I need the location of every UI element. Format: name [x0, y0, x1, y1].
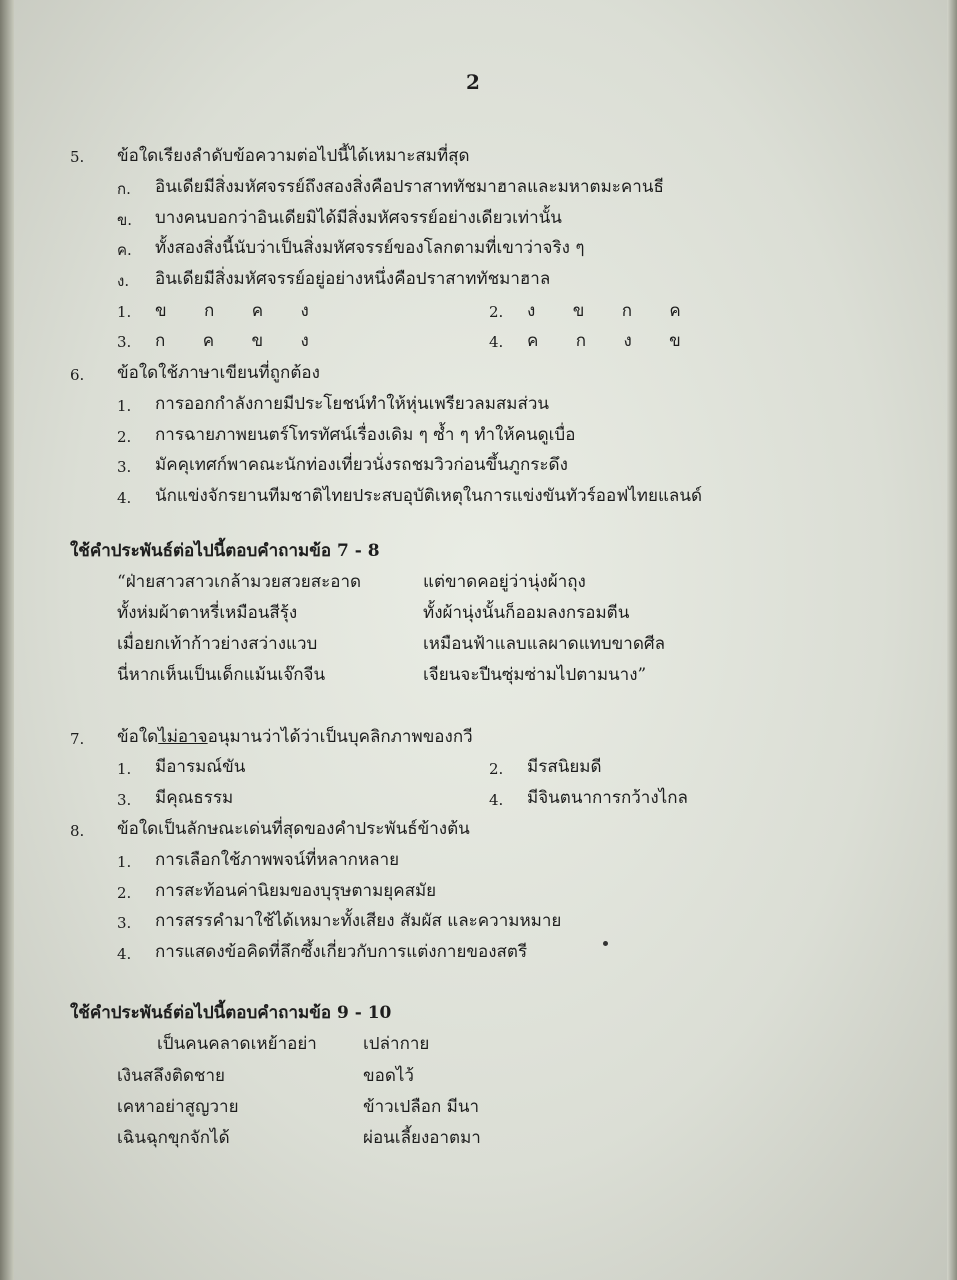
q8-option-number: 3. — [117, 914, 132, 932]
poem-9-10-line-right: ผ่อนเลี้ยงอาตมา — [363, 1128, 481, 1148]
q7-option-number: 1. — [117, 760, 132, 778]
poem-7-8-line-right: ทั้งผ้านุ่งนั้นก็ออมลงกรอมตีน — [423, 603, 630, 623]
q7-question-pre: ข้อใด — [117, 727, 159, 747]
q5-statement-label: ก. — [117, 180, 131, 198]
q7-option-text: มีอารมณ์ขัน — [155, 757, 246, 777]
q5-option-number: 1. — [117, 303, 132, 321]
q5-option-text: ง ข ก ค — [527, 301, 697, 321]
poem-7-8-line-left: เมื่อยกเท้าก้าวย่างสว่างแวบ — [117, 634, 318, 654]
q5-statement-label: ข. — [117, 211, 133, 229]
page-number: 2 — [466, 70, 480, 94]
q6-option-text: มัคคุเทศก์พาคณะนักท่องเที่ยวนั่งรถชมวิวก่อนขึ้นภูกระดึง — [155, 455, 568, 475]
poem-7-8-line-right: เหมือนฟ้าแลบแลผาดแทบขาดศีล — [423, 634, 666, 654]
q6-option-number: 4. — [117, 489, 132, 507]
poem-7-8-line-left: นี่หากเห็นเป็นเด็กแม้นเจ๊กจีน — [117, 665, 326, 685]
q5-option-number: 2. — [489, 303, 504, 321]
q6-option-text: นักแข่งจักรยานทีมชาติไทยประสบอุบัติเหตุในการแข่งขันทัวร์ออฟไทยแลนด์ — [155, 486, 702, 506]
poem-9-10-line-left: เคหาอย่าสูญวาย — [117, 1097, 239, 1117]
q5-statement-text: ทั้งสองสิ่งนี้นับว่าเป็นสิ่งมหัศจรรย์ของโลกตามที่เขาว่าจริง ๆ — [155, 238, 585, 258]
poem-9-10-line-left: เงินสลึงติดชาย — [117, 1066, 225, 1086]
q5-statement-label: ค. — [117, 241, 132, 259]
poem-7-8-line-left: “ฝ่ายสาวสาวเกล้ามวยสวยสะอาด — [117, 572, 362, 592]
instruction-9-10: ใช้คำประพันธ์ต่อไปนี้ตอบคำถามข้อ 9 - 10 — [70, 1003, 392, 1023]
q8-option-text: การเลือกใช้ภาพพจน์ที่หลากหลาย — [155, 850, 400, 870]
q7-question-post: อนุมานว่าได้ว่าเป็นบุคลิกภาพของกวี — [207, 727, 473, 747]
q7-option-text: มีจินตนาการกว้างไกล — [527, 788, 688, 808]
q8-option-number: 1. — [117, 853, 132, 871]
q5-option-text: ข ก ค ง — [155, 301, 325, 321]
q7-option-number: 3. — [117, 791, 132, 809]
q5-option-text: ก ค ข ง — [155, 331, 325, 351]
q6-option-number: 2. — [117, 428, 132, 446]
page-edge-left — [0, 0, 14, 1280]
q5-option-number: 3. — [117, 333, 132, 351]
q7-number: 7. — [70, 730, 85, 748]
q5-statement-text: อินเดียมีสิ่งมหัศจรรย์ถึงสองสิ่งคือปราสาททัชมาฮาลและมหาตมะคานธี — [155, 177, 664, 197]
instruction-7-8: ใช้คำประพันธ์ต่อไปนี้ตอบคำถามข้อ 7 - 8 — [70, 541, 380, 561]
q5-statement-text: อินเดียมีสิ่งมหัศจรรย์อยู่อย่างหนึ่งคือปราสาททัชมาฮาล — [155, 269, 551, 289]
q7-question-underlined: ไม่อาจ — [158, 727, 208, 747]
poem-9-10-line-right: ข้าวเปลือก มีนา — [363, 1097, 480, 1117]
q6-option-text: การออกกำลังกายมีประโยชน์ทำให้หุ่นเพรียวลมสมส่วน — [155, 394, 550, 414]
q7-option-number: 4. — [489, 791, 504, 809]
q8-option-text: การสรรคำมาใช้ได้เหมาะทั้งเสียง สัมผัส และความหมาย — [155, 911, 562, 931]
poem-7-8-line-left: ทั้งห่มผ้าตาหรี่เหมือนสีรุ้ง — [117, 603, 298, 623]
q6-number: 6. — [70, 366, 85, 384]
q6-question: ข้อใดใช้ภาษาเขียนที่ถูกต้อง — [117, 363, 320, 383]
q6-option-text: การฉายภาพยนตร์โทรทัศน์เรื่องเดิม ๆ ซ้ำ ๆ ทำให้คนดูเบื่อ — [155, 425, 576, 445]
q5-number: 5. — [70, 148, 85, 166]
poem-7-8-line-right: แต่ขาดคอยู่ว่านุ่งผ้าถุง — [423, 572, 586, 592]
q8-option-text: การแสดงข้อคิดที่ลึกซึ้งเกี่ยวกับการแต่งกายของสตรี — [155, 942, 528, 962]
poem-9-10-line-right: เปล่ากาย — [363, 1034, 430, 1054]
poem-9-10-line-left: เฉินฉุกขุกจักได้ — [117, 1128, 230, 1148]
q7-option-text: มีคุณธรรม — [155, 788, 234, 808]
q5-statement-label: ง. — [117, 272, 130, 290]
q6-option-number: 1. — [117, 397, 132, 415]
poem-9-10-line-left: เป็นคนคลาดเหย้าอย่า — [157, 1034, 317, 1054]
poem-7-8-line-right: เจียนจะปีนซุ่มซ่ามไปตามนาง” — [423, 665, 647, 685]
q8-number: 8. — [70, 822, 85, 840]
q7-question — [117, 726, 473, 748]
q6-option-number: 3. — [117, 458, 132, 476]
q8-question: ข้อใดเป็นลักษณะเด่นที่สุดของคำประพันธ์ข้างต้น — [117, 819, 470, 839]
ink-speck — [603, 941, 608, 946]
q7-option-text: มีรสนิยมดี — [527, 757, 602, 777]
poem-9-10-line-right: ขอดไว้ — [363, 1066, 414, 1086]
q5-statement-text: บางคนบอกว่าอินเดียมิได้มีสิ่งมหัศจรรย์อย่างเดียวเท่านั้น — [155, 208, 562, 228]
page-edge-right — [947, 0, 957, 1280]
q8-option-number: 2. — [117, 884, 132, 902]
q7-option-number: 2. — [489, 760, 504, 778]
q8-option-text: การสะท้อนค่านิยมของบุรุษตามยุคสมัย — [155, 881, 437, 901]
q5-question: ข้อใดเรียงลำดับข้อความต่อไปนี้ได้เหมาะสมที่สุด — [117, 146, 470, 166]
q5-option-text: ค ก ง ข — [527, 331, 697, 351]
q5-option-number: 4. — [489, 333, 504, 351]
q8-option-number: 4. — [117, 945, 132, 963]
